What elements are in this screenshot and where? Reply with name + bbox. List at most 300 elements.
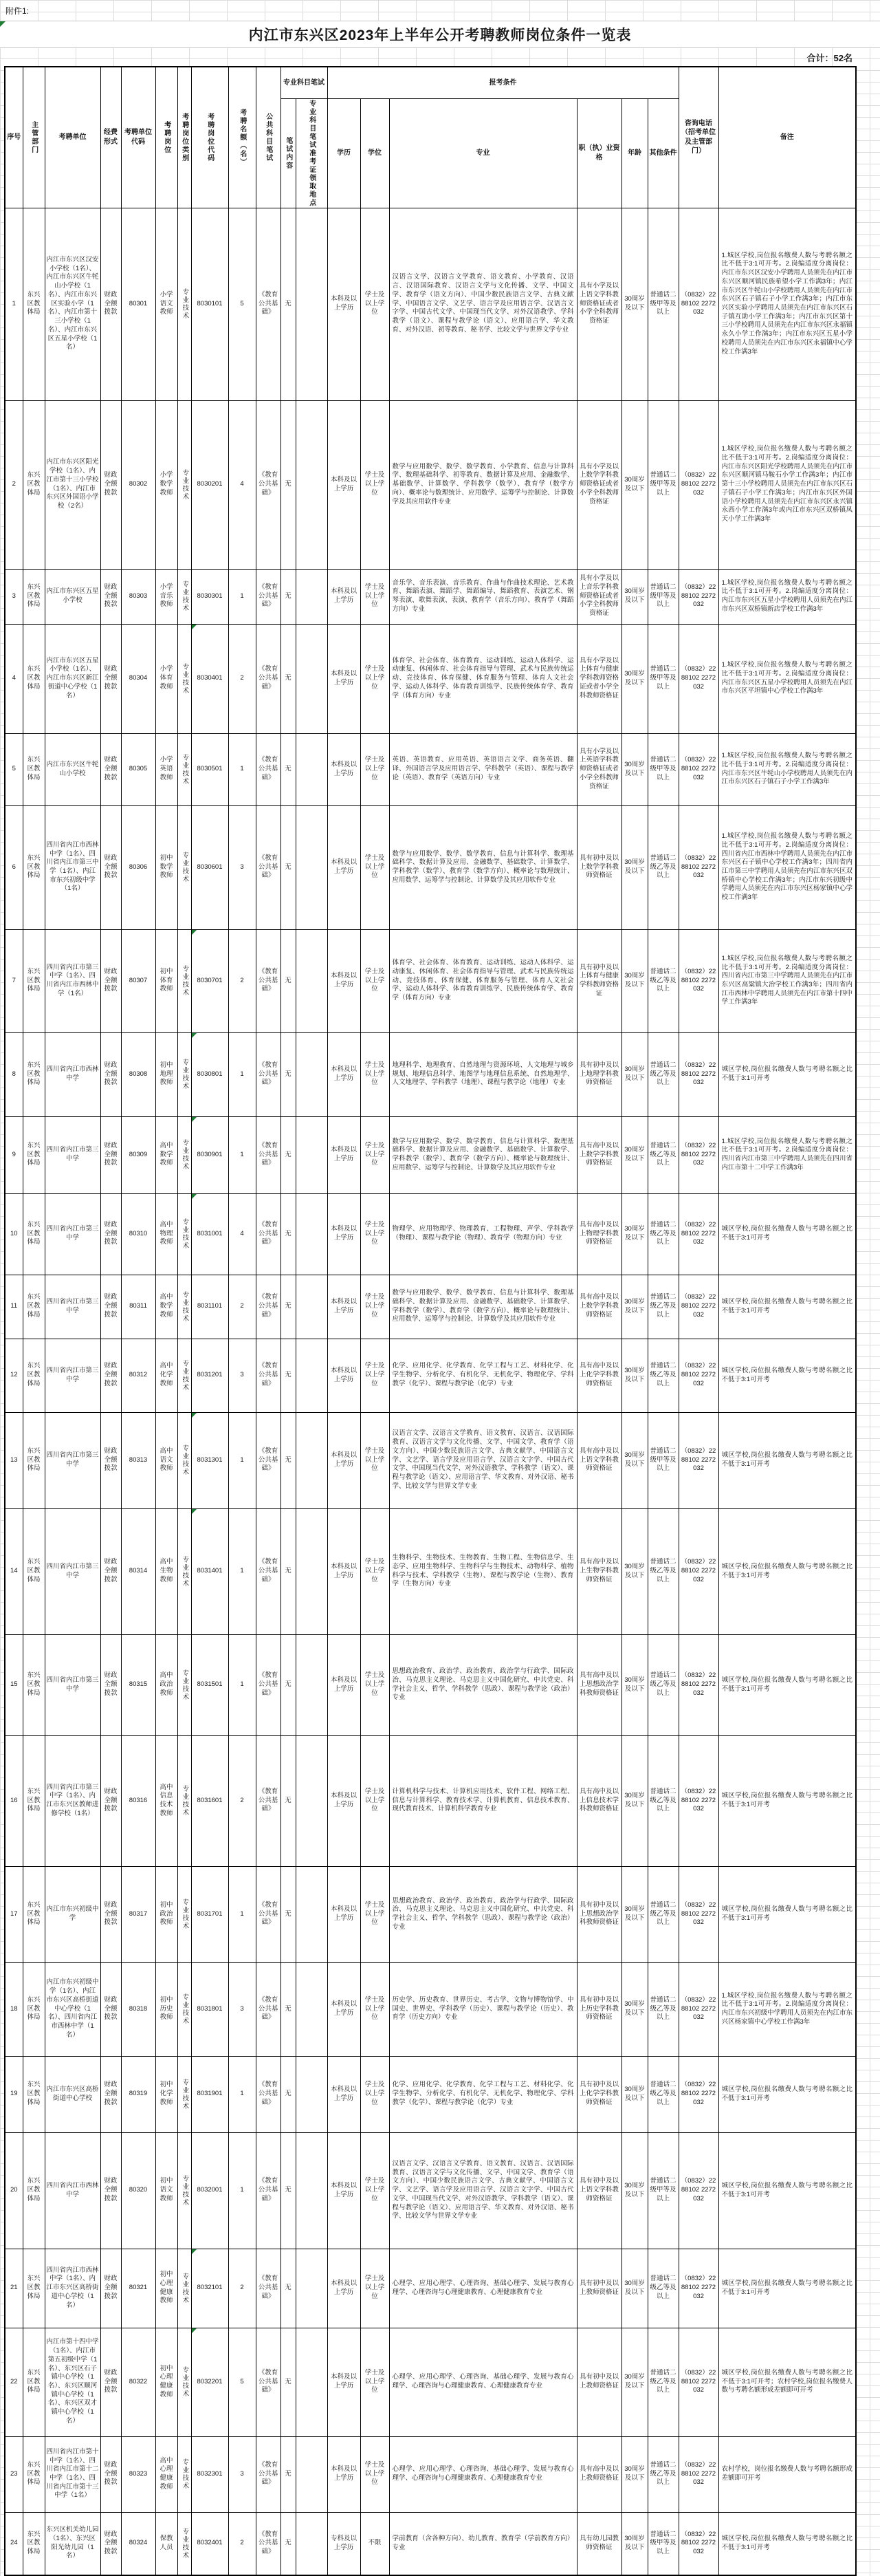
cell-jfxs: 财政全额拨款 [100,1962,121,2056]
cell-dianhua: （0832）2288102 2272032 [679,2132,718,2249]
cell-xh: 1 [5,208,23,400]
cell-nianling: 30周岁及以下 [622,2328,648,2436]
cell-nianling: 30周岁及以下 [622,624,648,733]
cell-gwdm: 8031701 [191,1866,228,1962]
cell-dwdm: 80322 [121,2328,155,2436]
table-row [5,2056,856,2132]
cell-gwlb: 专业技术 [177,1339,191,1412]
cell-zgbm: 东兴区教体局 [23,2249,45,2328]
cell-lqdd [296,2328,327,2436]
header-ggkm: 公共科目笔试 [256,67,280,208]
cell-kpgw: 高中生物教师 [155,1508,177,1634]
cell-beizhu: 1.城区学校,岗位报名缴费人数与考聘名额之比不低于3:1可开考。2.岗编适度分离岗位：内江市东兴初级中学聘用人员须先在内江市东兴区杨家镇中心学校工作满3年 [718,1962,856,2056]
cell-dwdm: 80309 [121,1116,155,1193]
cell-dwdm: 80302 [121,400,155,569]
cell-kpgw: 初中心理健康教师 [155,2249,177,2328]
cell-kpgw: 高中政治教师 [155,1634,177,1735]
cell-xuewei: 学士及以上学位 [360,1032,389,1116]
cell-minge: 5 [228,2328,256,2436]
cell-minge: 1 [228,1508,256,1634]
cell-zgbm: 东兴区教体局 [23,1962,45,2056]
cell-beizhu: 1.城区学校,岗位报名缴费人数与考聘名额之比不低于3:1可开考。2.岗编适度分离岗位：四川省内江市第三中学聘用人员须先在内江市东兴区高粱镇大治学校工作满3年；四川省内江市西林中学聘用人员须先在内江市第十四中学工作满3年 [718,929,856,1032]
cell-kpdw: 内江市东兴区牛牦山小学校 [45,733,100,805]
cell-lqdd [296,1634,327,1735]
cell-nianling: 30周岁及以下 [622,1634,648,1735]
cell-bsnr: 无 [280,1116,296,1193]
cell-qita: 普通话二级甲等及以上 [648,208,679,400]
cell-gwlb: 专业技术 [177,2512,191,2575]
cell-jfxs: 财政全额拨款 [100,1032,121,1116]
cell-beizhu: 农村学校，岗位报名缴费人数与考聘名额形成差额即可开考 [718,2436,856,2512]
cell-minge: 4 [228,400,256,569]
cell-zige: 具有初中及以上语文学科教师资格证 [577,2132,622,2249]
cell-xueli: 本科及以上学历 [327,805,360,929]
cell-gwlb: 专业技术 [177,400,191,569]
cell-minge: 1 [228,1412,256,1508]
cell-dianhua: （0832）2288102 2272032 [679,1116,718,1193]
cell-dianhua: （0832）2288102 2272032 [679,1634,718,1735]
cell-ggkm: 《教育公共基础》 [256,1735,280,1866]
cell-zhuanye: 思想政治教育、政治学、政治教育、政治学与行政学、国际政治、马克思主义理论、马克思主义中国化研究、中共党史、科学社会主义、哲学、学科教学（思政）、课程与教学论（政治）专业 [389,1634,577,1735]
table-row [5,2328,856,2436]
cell-zhuanye: 英语、英语教育、应用英语、英语语言文学、商务英语、翻译、外国语言学及应用语言学、学科教学（英语）、课程与教学论（英语）、教育学（英语方向）专业 [389,733,577,805]
cell-gwlb: 专业技术 [177,1412,191,1508]
cell-dwdm: 80316 [121,1735,155,1866]
cell-beizhu: 城区学校,岗位报名缴费人数与考聘名额之比不低于3:1可开考 [718,2132,856,2249]
cell-gwlb: 专业技术 [177,1508,191,1634]
cell-kpgw: 高中化学教师 [155,1339,177,1412]
cell-kpgw: 小学数学教师 [155,400,177,569]
cell-bsnr: 无 [280,2436,296,2512]
cell-zhuanye: 思想政治教育、政治学、政治教育、政治学与行政学、国际政治、马克思主义理论、马克思主义中国化研究、中共党史、科学社会主义、哲学、学科教学（思政）、课程与教学论（政治）专业 [389,1866,577,1962]
cell-zige: 具有初中及以上教师资格证 [577,2328,622,2436]
cell-kpdw: 内江市东兴区汉安小学校（1名）、内江市东兴区牛牦山小学校（1名）、内江市东兴区实验小学（1名）、内江市第十三小学校（1名）、内江市东兴区五星小学校（1名） [45,208,100,400]
cell-dwdm: 80311 [121,1275,155,1339]
cell-kpgw: 高中数学教师 [155,1275,177,1339]
cell-xueli: 本科及以上学历 [327,2328,360,2436]
cell-nianling: 30周岁及以下 [622,1866,648,1962]
cell-kpdw: 四川省内江市第三中学（1名）、内江市东兴区教师进修学校（1名） [45,1735,100,1866]
cell-lqdd [296,1193,327,1275]
cell-xh: 14 [5,1508,23,1634]
cell-kpgw: 高中心理健康教师 [155,2436,177,2512]
cell-dianhua: （0832）2288102 2272032 [679,1339,718,1412]
cell-ggkm: 《教育公共基础》 [256,400,280,569]
cell-gwlb: 专业技术 [177,1032,191,1116]
cell-bsnr: 无 [280,1866,296,1962]
cell-beizhu: 城区学校,岗位报名缴费人数与考聘名额之比不低于3:1可开考 [718,1032,856,1116]
cell-bsnr: 无 [280,208,296,400]
cell-lqdd [296,1962,327,2056]
cell-lqdd [296,1116,327,1193]
cell-gwlb: 专业技术 [177,929,191,1032]
cell-zige: 具有幼儿园教师资格证 [577,2512,622,2575]
cell-qita: 普通话二级乙等及以上 [648,1339,679,1412]
table-row [5,1866,856,1962]
cell-bsnr: 无 [280,1339,296,1412]
cell-beizhu: 城区学校,岗位报名缴费人数与考聘名额之比不低于3:1可开考 [718,1866,856,1962]
cell-xh: 21 [5,2249,23,2328]
cell-ggkm: 《教育公共基础》 [256,2132,280,2249]
cell-bsnr: 无 [280,1193,296,1275]
cell-minge: 3 [228,2436,256,2512]
table-row [5,1634,856,1735]
cell-zige: 具有小学及以上数学学科教师资格证或者小学全科教师资格证 [577,400,622,569]
table-row [5,2512,856,2575]
cell-bsnr: 无 [280,2056,296,2132]
page-title: 内江市东兴区2023年上半年公开考聘教师岗位条件一览表 [248,28,632,43]
cell-zhuanye: 化学、应用化学、化学教育、化学工程与工艺、材料化学、化学生物学、分析化学、有机化学、无机化学、物理化学、学科教学（化学）、课程与教学论（化学）专业 [389,1339,577,1412]
cell-xueli: 本科及以上学历 [327,929,360,1032]
cell-ggkm: 《教育公共基础》 [256,624,280,733]
cell-zhuanye: 体育学、社会体育、体育教育、运动训练、运动人体科学、运动康复、休闲体育、社会体育指导与管理、武术与民族传统运动、竞技体育、体育保健、体育服务与管理、体育人文社会学、运动人体科学、体育教育训练学、民族传统体育学、教育学（体育方向）专业 [389,929,577,1032]
cell-gwlb: 专业技术 [177,1634,191,1735]
cell-xh: 23 [5,2436,23,2512]
cell-zige: 具有高中及以上思想政治学科教师资格证 [577,1634,622,1735]
cell-nianling: 30周岁及以下 [622,1412,648,1508]
table-row [5,1412,856,1508]
cell-lqdd [296,208,327,400]
cell-qita: 普通话二级乙等及以上 [648,2436,679,2512]
header-zgbm: 主管部门 [23,67,45,208]
cell-xueli: 本科及以上学历 [327,400,360,569]
cell-lqdd [296,733,327,805]
cell-zgbm: 东兴区教体局 [23,400,45,569]
table-row [5,2249,856,2328]
header-zhuanye: 专业 [389,98,577,208]
cell-jfxs: 财政全额拨款 [100,400,121,569]
cell-jfxs: 财政全额拨款 [100,2249,121,2328]
cell-gwdm: 8031001 [191,1193,228,1275]
cell-dwdm: 80323 [121,2436,155,2512]
cell-kpgw: 小学英语教师 [155,733,177,805]
cell-xueli: 本科及以上学历 [327,1412,360,1508]
cell-qita: 普通话二级甲等及以上 [648,624,679,733]
cell-xueli: 本科及以上学历 [327,1193,360,1275]
cell-xuewei: 不限 [360,2512,389,2575]
cell-jfxs: 财政全额拨款 [100,2436,121,2512]
cell-jfxs: 财政全额拨款 [100,2328,121,2436]
cell-xueli: 专科及以上学历 [327,2512,360,2575]
cell-minge: 1 [228,1634,256,1735]
cell-qita: 普通话二级乙等及以上 [648,2328,679,2436]
cell-qita: 普通话二级甲等及以上 [648,400,679,569]
cell-minge: 2 [228,2249,256,2328]
cell-xh: 6 [5,805,23,929]
cell-kpdw: 四川省内江市第三中学 [45,1193,100,1275]
cell-lqdd [296,2512,327,2575]
cell-kpgw: 初中化学教师 [155,2056,177,2132]
cell-kpdw: 内江市东兴区五星小学校（1名）、内江市东兴区新江街道中心学校（1名） [45,624,100,733]
cell-gwlb: 专业技术 [177,624,191,733]
cell-jfxs: 财政全额拨款 [100,1735,121,1866]
cell-qita: 普通话二级乙等及以上 [648,1275,679,1339]
cell-qita: 普通话二级乙等及以上 [648,1193,679,1275]
header-kpgw: 考聘岗位 [155,67,177,208]
cell-kpdw: 内江市东兴初级中学 [45,1866,100,1962]
table-row [5,208,856,400]
cell-zgbm: 东兴区教体局 [23,1735,45,1866]
cell-kpgw: 初中政治教师 [155,1866,177,1962]
cell-dianhua: （0832）2288102 2272032 [679,929,718,1032]
cell-xueli: 本科及以上学历 [327,733,360,805]
cell-kpdw: 四川省内江市第三中学 [45,1275,100,1339]
cell-zige: 具有小学及以上英语学科教师资格证或者小学全科教师资格证 [577,733,622,805]
cell-dianhua: （0832）2288102 2272032 [679,733,718,805]
cell-gwdm: 8030601 [191,805,228,929]
cell-jfxs: 财政全额拨款 [100,805,121,929]
cell-bsnr: 无 [280,2512,296,2575]
cell-nianling: 30周岁及以下 [622,1508,648,1634]
cell-zige: 具有初中及以上体育与健康学科教师资格证 [577,929,622,1032]
table-row [5,1275,856,1339]
cell-gwlb: 专业技术 [177,733,191,805]
cell-xh: 24 [5,2512,23,2575]
cell-qita: 普通话二级甲等及以上 [648,569,679,624]
cell-dwdm: 80307 [121,929,155,1032]
cell-zhuanye: 地理科学、地理教育、自然地理与资源环境、人文地理与城乡规划、地理信息科学、地图学与地理信息系统、自然地理学、人文地理学、学科教学（地理）、课程与教学论（地理）专业 [389,1032,577,1116]
table-row [5,1032,856,1116]
cell-dwdm: 80305 [121,733,155,805]
cell-beizhu: 1.城区学校,岗位报名缴费人数与考聘名额之比不低于3:1可开考。2.岗编适度分离岗位：四川省内江市西林中学聘用人员须先在内江市东兴区石子镇中心学校工作满3年；四川省内江市第三中学聘用人员须先在内江市东兴区双桥镇中心学校工作满3年；内江市东兴初级中学聘用人员须先在内江市东兴区杨家镇中心学校工作满3年 [718,805,856,929]
cell-jfxs: 财政全额拨款 [100,2512,121,2575]
cell-dianhua: （0832）2288102 2272032 [679,2436,718,2512]
cell-zige: 具有高中及以上语文学科教师资格证 [577,1412,622,1508]
cell-jfxs: 财政全额拨款 [100,1116,121,1193]
cell-bsnr: 无 [280,2249,296,2328]
cell-kpdw: 四川省内江市第三中学 [45,1634,100,1735]
cell-xuewei: 学士及以上学位 [360,2436,389,2512]
cell-qita: 普通话二级甲等及以上 [648,733,679,805]
cell-dwdm: 80308 [121,1032,155,1116]
cell-ggkm: 《教育公共基础》 [256,2512,280,2575]
cell-dwdm: 80310 [121,1193,155,1275]
cell-zgbm: 东兴区教体局 [23,929,45,1032]
table-row [5,1193,856,1275]
cell-ggkm: 《教育公共基础》 [256,805,280,929]
cell-minge: 3 [228,805,256,929]
cell-bsnr: 无 [280,1508,296,1634]
cell-gwlb: 专业技术 [177,1116,191,1193]
cell-xh: 5 [5,733,23,805]
cell-minge: 2 [228,1735,256,1866]
cell-ggkm: 《教育公共基础》 [256,1193,280,1275]
cell-xueli: 本科及以上学历 [327,569,360,624]
cell-gwlb: 专业技术 [177,1275,191,1339]
cell-dwdm: 80303 [121,569,155,624]
cell-minge: 5 [228,208,256,400]
cell-ggkm: 《教育公共基础》 [256,1412,280,1508]
cell-zgbm: 东兴区教体局 [23,2132,45,2249]
cell-xh: 15 [5,1634,23,1735]
cell-dianhua: （0832）2288102 2272032 [679,1032,718,1116]
cell-gwdm: 8032101 [191,2249,228,2328]
cell-xueli: 本科及以上学历 [327,2249,360,2328]
cell-zhuanye: 生物科学、生物技术、生物教育、生物工程、生物信息学、生态学、应用生物科学、生物科学与生物技术、动物科学、植物科学与技术、学科教学（生物）、课程与教学论（生物）、教育学（生物方向）专业 [389,1508,577,1634]
cell-xh: 20 [5,2132,23,2249]
cell-xuewei: 学士及以上学位 [360,733,389,805]
cell-gwdm: 8032301 [191,2436,228,2512]
header-xueli: 学历 [327,98,360,208]
cell-xueli: 本科及以上学历 [327,1962,360,2056]
cell-zhuanye: 数学与应用数学、数学、数学教育、信息与计算科学、数理基础科学、数据计算及应用、金融数学、基础数学、计算数学、学科教学（数学）、教育学（数学方向）、概率论与数理统计、应用数学、运筹学与控制论、计算数学及其应用软件专业 [389,1275,577,1339]
cell-kpgw: 初中历史教师 [155,1962,177,2056]
cell-xuewei: 学士及以上学位 [360,1275,389,1339]
cell-zige: 具有初中及以上数学学科教师资格证 [577,805,622,929]
header-qita: 其他条件 [648,98,679,208]
cell-bsnr: 无 [280,1032,296,1116]
cell-jfxs: 财政全额拨款 [100,1508,121,1634]
cell-xueli: 本科及以上学历 [327,1339,360,1412]
cell-bsnr: 无 [280,1962,296,2056]
table-row [5,624,856,733]
header-xh: 序号 [5,67,23,208]
cell-qita: 普通话二级乙等及以上 [648,1032,679,1116]
cell-zgbm: 东兴区教体局 [23,1508,45,1634]
cell-ggkm: 《教育公共基础》 [256,1634,280,1735]
cell-xueli: 本科及以上学历 [327,1735,360,1866]
cell-xuewei: 学士及以上学位 [360,805,389,929]
header-minge: 考聘名额（名） [228,67,256,208]
cell-qita: 普通话二级乙等及以上 [648,1508,679,1634]
cell-kpdw: 四川省内江市第三中学 [45,1508,100,1634]
cell-zhuanye: 历史学、历史教育、世界历史、考古学、文物与博物馆学、中国史、世界史、学科教学（历史）、课程与教学论（历史）、教育学（历史方向）专业 [389,1962,577,2056]
cell-zhuanye: 数学与应用数学、数学、数学教育、信息与计算科学、数理基础科学、数据计算及应用、金融数学、基础数学、计算数学、学科教学（数学）、教育学（数学方向）、概率论与数理统计、应用数学、运筹学与控制论、计算数学及其应用软件专业 [389,805,577,929]
cell-dianhua: （0832）2288102 2272032 [679,805,718,929]
cell-qita: 普通话二级甲等及以上 [648,1412,679,1508]
cell-xueli: 本科及以上学历 [327,624,360,733]
cell-kpgw: 高中信息技术教师 [155,1735,177,1866]
cell-zhuanye: 汉语言文学、汉语言文学教育、语文教育、汉语言、汉语国际教育、汉语言文学与文化传播、文学、中国文学、教育学（语文方向）、中国少数民族语言文学、古典文献学、中国语言文学、文艺学、语言学及应用语言学、汉语言文字学、中国古代文学、中国现当代文学、对外汉语教学、学科教学（语文）、课程与教学论（语文）、应用语言学、华文教育、对外汉语、秘书学、比较文学与世界文学专业 [389,1412,577,1508]
cell-lqdd [296,1032,327,1116]
cell-gwlb: 专业技术 [177,1866,191,1962]
cell-xh: 18 [5,1962,23,2056]
cell-kpdw: 四川省内江市第三中学 [45,1339,100,1412]
cell-kpdw: 四川省内江市第三中学 [45,1116,100,1193]
cell-gwlb: 专业技术 [177,569,191,624]
cell-gwdm: 8031401 [191,1508,228,1634]
cell-dwdm: 80301 [121,208,155,400]
cell-xuewei: 学士及以上学位 [360,1634,389,1735]
cell-jfxs: 财政全额拨款 [100,2132,121,2249]
cell-zhuanye: 数学与应用数学、数学、数学教育、小学教育、信息与计算科学、数理基础科学、初等教育、数据计算及应用、金融数学、基础数学、计算数学、学科教学（数学）、教育学（数学方向）、概率论与数理统计、应用数学、运筹学与控制论、计算数学及其应用软件专业 [389,400,577,569]
cell-xh: 17 [5,1866,23,1962]
cell-qita: 普通话二级乙等及以上 [648,2056,679,2132]
cell-nianling: 30周岁及以下 [622,400,648,569]
cell-zhuanye: 音乐学、音乐表演、音乐教育、作曲与作曲技术理论、艺术教育、舞蹈表演、舞蹈学、舞蹈编导、舞蹈教育、表演艺术、钢琴表演、歌舞表演、表演、教育学（音乐方向）、教育学（舞蹈方向）专业 [389,569,577,624]
cell-beizhu: 城区学校,岗位报名缴费人数与考聘名额之比不低于3:1可开考 [718,2512,856,2575]
table-row [5,2436,856,2512]
cell-bsnr: 无 [280,1275,296,1339]
cell-zgbm: 东兴区教体局 [23,2056,45,2132]
sheet-corner-marker-icon [0,21,6,27]
cell-zige: 具有高中及以上化学学科教师资格证 [577,1339,622,1412]
cell-zige: 具有高中及以上数学学科教师资格证 [577,1275,622,1339]
cell-zhuanye: 心理学、应用心理学、心理咨询、基础心理学、发展与教育心理学、心理咨询与心理健康教育、心理健康教育专业 [389,2249,577,2328]
cell-jfxs: 财政全额拨款 [100,929,121,1032]
cell-gwlb: 专业技术 [177,2132,191,2249]
cell-qita: 普通话二级乙等及以上 [648,1735,679,1866]
cell-zgbm: 东兴区教体局 [23,1339,45,1412]
cell-gwdm: 8031801 [191,1962,228,2056]
cell-xuewei: 学士及以上学位 [360,2249,389,2328]
table-row [5,569,856,624]
cell-gwdm: 8031501 [191,1634,228,1735]
cell-kpgw: 高中语文教师 [155,1412,177,1508]
cell-zgbm: 东兴区教体局 [23,1866,45,1962]
cell-gwlb: 专业技术 [177,2056,191,2132]
cell-beizhu: 城区学校,岗位报名缴费人数与考聘名额之比不低于3:1可开考 [718,1412,856,1508]
cell-gwdm: 8030801 [191,1032,228,1116]
cell-jfxs: 财政全额拨款 [100,1275,121,1339]
cell-minge: 3 [228,1339,256,1412]
cell-zgbm: 东兴区教体局 [23,2328,45,2436]
header-dwdm: 考聘单位代码 [121,67,155,208]
cell-zige: 具有小学及以上音乐学科教师资格证或者小学全科教师资格证 [577,569,622,624]
cell-xuewei: 学士及以上学位 [360,929,389,1032]
cell-jfxs: 财政全额拨款 [100,1866,121,1962]
cell-lqdd [296,929,327,1032]
cell-xuewei: 学士及以上学位 [360,2132,389,2249]
cell-zige: 具有高中及以上信息技术学科教师资格证 [577,1735,622,1866]
cell-beizhu: 1.城区学校,岗位报名缴费人数与考聘名额之比不低于3:1可开考。2.岗编适度分离岗位：内江市东兴区汉安小学聘用人员须先在内江市东兴区顺河镇民族希望小学工作满3年；内江市东兴区牛牦山小学校聘用人员须先在内江市东兴区石子镇石子小学工作满3年；内江市东兴区实验小学聘用人员须先在内江市东兴区石子镇互助小学工作满3年；内江市东兴区第十三小学校聘用人员须先在内江市东兴区永福镇永久小学工作满3年；内江市东兴区五星小学校聘用人员须先在内江市东兴区永福镇中心学校工作满3年 [718,208,856,400]
cell-kpgw: 小学体育教师 [155,624,177,733]
cell-nianling: 30周岁及以下 [622,733,648,805]
cell-minge: 2 [228,929,256,1032]
cell-xueli: 本科及以上学历 [327,1116,360,1193]
cell-ggkm: 《教育公共基础》 [256,929,280,1032]
cell-zhuanye: 学前教育（含各种方向）、幼儿教育、教育学（学前教育方向）专业 [389,2512,577,2575]
cell-zgbm: 东兴区教体局 [23,1032,45,1116]
cell-dianhua: （0832）2288102 2272032 [679,2328,718,2436]
cell-beizhu: 城区学校,岗位报名缴费人数与考聘名额之比不低于3:1可开考；农村学校,岗位报名缴费人数与考聘名额形成差额即可开考 [718,2328,856,2436]
cell-gwdm: 8030201 [191,400,228,569]
cell-zige: 具有初中及以上化学学科教师资格证 [577,2056,622,2132]
cell-gwdm: 8031301 [191,1412,228,1508]
cell-gwdm: 8032201 [191,2328,228,2436]
cell-qita: 普通话二级乙等及以上 [648,1866,679,1962]
cell-jfxs: 财政全额拨款 [100,569,121,624]
cell-nianling: 30周岁及以下 [622,569,648,624]
table-row [5,1735,856,1866]
cell-jfxs: 财政全额拨款 [100,1339,121,1412]
cell-xh: 3 [5,569,23,624]
cell-dwdm: 80320 [121,2132,155,2249]
table-row [5,1508,856,1634]
table-row [5,1339,856,1412]
cell-qita: 普通话二级乙等及以上 [648,805,679,929]
header-gwdm: 考聘岗位代码 [191,67,228,208]
cell-xuewei: 学士及以上学位 [360,1412,389,1508]
cell-lqdd [296,2056,327,2132]
cell-kpdw: 四川省内江市西林中学（1名）、四川省内江市第三中学（1名）、内江市东兴初级中学（1名） [45,805,100,929]
cell-zgbm: 东兴区教体局 [23,1116,45,1193]
cell-nianling: 30周岁及以下 [622,1735,648,1866]
cell-lqdd [296,2132,327,2249]
cell-zige: 具有初中及以上思想政治学科教师资格证 [577,1866,622,1962]
cell-zhuanye: 汉语言文学、汉语言文学教育、语文教育、小学教育、汉语言、汉语国际教育、汉语言文学与文化传播、文学、中国文学、教育学（语文方向）、中国少数民族语言文学、古典文献学、中国语言文学、文艺学、语言学及应用语言学、汉语言文字学、中国古代文学、中国现当代文学、对外汉语教学、学科教学（语文）、课程与教学论（语文）、应用语言学、华文教育、对外汉语、初等教育、秘书学、比较文学与世界文学专业 [389,208,577,400]
cell-minge: 2 [228,2512,256,2575]
cell-zige: 具有高中及以上生物学科教师资格证 [577,1508,622,1634]
cell-dianhua: （0832）2288102 2272032 [679,1275,718,1339]
cell-bsnr: 无 [280,805,296,929]
cell-jfxs: 财政全额拨款 [100,1634,121,1735]
cell-beizhu: 1.城区学校,岗位报名缴费人数与考聘名额之比不低于3:1可开考。2.岗编适度分离岗位：内江市东兴区五星小学校聘用人员须先在内江市东兴区双桥镇新店学校工作满3年 [718,569,856,624]
cell-nianling: 30周岁及以下 [622,929,648,1032]
cell-kpdw: 内江市东兴区五星小学校 [45,569,100,624]
cell-gwdm: 8032001 [191,2132,228,2249]
table-row [5,733,856,805]
